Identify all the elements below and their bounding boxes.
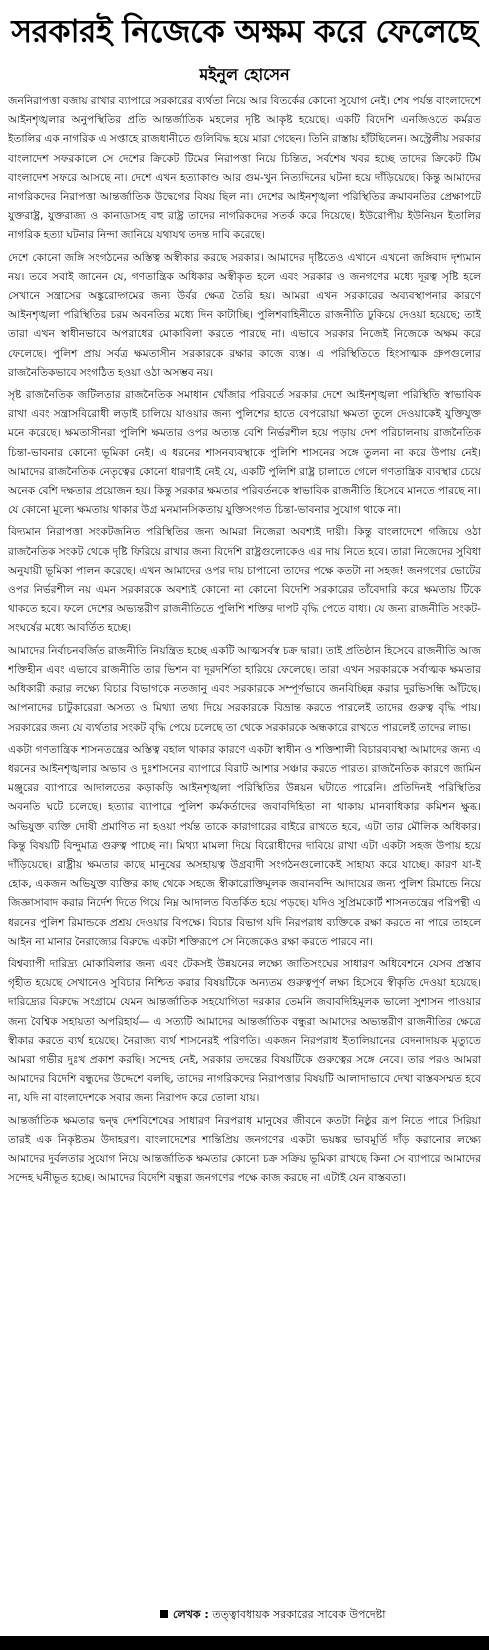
article-paragraph: বিশ্বব্যাপী দারিদ্র্য মোকাবিলার জন্য এবং টেকসই উন্নয়নের লক্ষ্যে জাতিসংঘের সাধারণ অধিবেশনে যেসব প্রস্তাব গৃহীত হয়েছে সেখানেও সুবিচার নিশ্চিত করার বিষয়টিকে অন্যতম গুরুত্বপূর্ণ লক্ষ্য হিসেবে স্বীকৃতি দেওয়া হয়েছে। দারিদ্র্যের বিরুদ্ধে সংগ্রামে যেমন আন্তর্জাতিক সহযোগিতা দরকার তেমনি জবাবদিহিমূলক ভালো সুশাসন পাওয়ার জন্য বৈশ্বিক সহায়তা অপরিহার্য— এ সত্যটি আমাদের আন্তর্জাতিক বন্ধুরা আমাদের অভ্যন্তরীণ রাজনীতির ক্ষেত্রে স্বীকার করতে ব্যর্থ হয়েছে। নৈরাজ্য ব্যর্থ শাসনেরই পরিণতি। একজন নিরপরাধ ইতালিয়ানের বেদনাদায়ক মৃত্যুতে আমরা গভীর দুঃখ প্রকাশ করছি। সন্দেহ নেই, সরকার তদন্তের বিষয়টিকে গুরুত্বের সঙ্গে নেবে। তার পরও আমরা আমাদের বিদেশি বন্ধুদের উদ্দেশে বলছি, তাদের নাগরিকদের নিরাপত্তার বিষয়টি আলাদাভাবে দেখা বাস্তবসম্মত হবে না, যদি না বাংলাদেশকে সবার জন্য নিরাপদ করে তোলা যায়। bbox=[8, 957, 481, 1105]
author-note-text: তত্ত্বাবধায়ক সরকারের সাবেক উপদেষ্টা bbox=[212, 1608, 386, 1621]
author-byline: মইনুল হোসেন bbox=[199, 65, 290, 84]
article-paragraph: সৃষ্ট রাজনৈতিক জটিলতার রাজনৈতিক সমাধান খোঁজার পরিবর্তে সরকার দেশে আইনশৃঙ্খলা পরিস্থিতি স্বাভাবিক রাখা এবং সন্ত্রাসবিরোধী লড়াই চালিয়ে যাওয়ার জন্য পুলিশের হাতে বেপরোয়া ক্ষমতা তুলে দেওয়াকেই যুক্তিযুক্ত মনে করেছে। ক্ষমতাসীনরা পুলিশি ক্ষমতার ওপর অত্যন্ত বেশি নির্ভরশীল হয়ে পড়ায় দেশ পরিচালনায় রাজনৈতিক চিন্তা-ভাবনার কোনো ভূমিকা নেই। এ ধরনের শাসনব্যবস্থাকে পুলিশি শাসনের সঙ্গে তুলনা না করে উপায় নেই। আমাদের রাজনৈতিক নেতৃত্বের কোনো ধারণাই নেই যে, একটি পুলিশি রাষ্ট্র চালাতে গেলে গণতান্ত্রিক ব্যবস্থার চেয়ে অনেক বেশি দক্ষতার প্রয়োজন হয়। কিন্তু সরকার ক্ষমতার পরিবর্তনকে স্বাভাবিক রাজনীতি হিসেবে মানতে পারছে না। যে কোনো মূল্যে ক্ষমতায় থাকার উগ্র মনমানসিকতায় যুক্তিসংগত চিন্তা-ভাবনার সুযোগ থাকে না। bbox=[8, 389, 481, 517]
headline: সরকারই নিজেকে অক্ষম করে ফেলেছে bbox=[11, 14, 478, 50]
author-note bbox=[160, 1606, 480, 1624]
article-paragraph: বিদ্যমান নিরাপত্তা সংকটজনিত পরিস্থিতির জন্য আমরা নিজেরা অবশ্যই দায়ী। কিন্তু বাংলাদেশে গজিয়ে ওঠা রাজনৈতিক সংকট থেকে দৃষ্টি ফিরিয়ে রাখার জন্য বিদেশি রাষ্ট্রগুলোকেও এর দায় নিতে হবে। তারা নিজেদের সুবিধা অনুযায়ী ভূমিকা পালন করেছে। এখন আমাদের ওপর দায় চাপানো তাদের পক্ষে কতটা না সহজ! জনগণের ভোটের ওপর নির্ভরশীল নয় এমন সরকারকে অবশ্যই কোনো না কোনো বিদেশি সরকারের তাঁবেদারি করে ক্ষমতায় টিকে থাকতে হবে। ফলে দেশের অভ্যন্তরীণ রাজনীতিতে পুলিশি শক্তির দাপট বৃদ্ধি পেতে বাধ্য। যে জন্য রাজনীতি সংকট-সংঘর্ষের মধ্যে আবর্তিত হচ্ছে। bbox=[8, 526, 481, 635]
article-paragraph: একটা গণতান্ত্রিক শাসনতন্ত্রের অস্তিত্ব বহাল থাকার কারণে একটা স্বাধীন ও শক্তিশালী বিচারব্যবস্থা আমাদের জন্য এ ধরনের আইনশৃঙ্খলার অভাব ও দুঃশাসনের ব্যাপারে বিরাট আশার সঞ্চার করতে পারত। রাজনৈতিক কারণে জামিন মঞ্জুরের ব্যাপারে আদালতের কড়াকড়ি আইনশৃঙ্খলা পরিস্থিতির উন্নয়ন ঘটাতে পারেনি। প্রতিদিনই পরিস্থিতির অবনতি ঘটে চলেছে। হত্যার ব্যাপারে পুলিশ কর্মকর্তাদের জবাবদিহিতা না থাকায় মানবাধিকার কমিশন ক্ষুব্ধ। অভিযুক্ত ব্যক্তি দোষী প্রমাণিত না হওয়া পর্যন্ত তাকে কারাগারের বাইরে রাখতে হবে, এটা তার মৌলিক অধিকার। কিন্তু বিষয়টি বিন্দুমাত্র গুরুত্ব পাচ্ছে না। মিথ্যা মামলা দিয়ে বিরোধীদের দাবিয়ে রাখা এটা একটা সহজ উপায় হয়ে দাঁড়িয়েছে। রাষ্ট্রীয় ক্ষমতার কাছে মানুষের অসহায়ত্ব উগ্রবাদী সংগঠনগুলোকেই সাহায্য করে যাচ্ছে। কারণ যা-ই হোক, একজন অভিযুক্ত ব্যক্তির কাছ থেকে সহজে স্বীকারোক্তিমূলক জবানবন্দি আদায়ের জন্য পুলিশ রিমান্ডে নিয়ে জিজ্ঞাসাবাদ করার নির্দেশ দিতে গিয়ে নিম্ন আদালত বিতর্কিত হয়ে পড়ছে। যদিও সুপ্রিমকোর্ট শাসনতন্ত্রের পরিপন্থী এ ধরনের পুলিশ রিমান্ডকে প্রশ্রয় দেওয়ার বিপক্ষে। বিচার বিভাগ যদি নিরপরাধ ব্যক্তিকে রক্ষা করতে না পারে তাহলে আইন না মানার নৈরাজ্যের বিরুদ্ধে একটা শক্তিরূপে সে নিজেকেও রক্ষা করতে পারবে না। bbox=[8, 743, 481, 948]
article-paragraph: আন্তর্জাতিক ক্ষমতার দ্বন্দ্ব দেশবিশেষের সাধারণ নিরপরাধ মানুষের জীবনে কতটা নিষ্ঠুর রূপ নিতে পারে সিরিয়া তারই এক নিকৃষ্টতম উদাহরণ। বাংলাদেশের শান্তিপ্রিয় জনগণের একটা ভয়ঙ্কর ভাবমূর্তি দাঁড় করানোর লক্ষ্যে আমাদের দুর্বলতার সুযোগ নিয়ে আন্তর্জাতিক ক্ষমতার কোনো চক্র সক্রিয় ভূমিকা রাখছে কিনা সে ব্যাপারে আমাদের সন্দেহ ঘনীভূত হচ্ছে। আমাদের বিদেশি বন্ধুরা জনগণের পক্ষে কাজ করছে না এটাই যেন বাস্তবতা। bbox=[8, 1114, 481, 1185]
square-bullet-icon bbox=[160, 1610, 168, 1618]
article-paragraph: আমাদের নির্বাচনবর্জিত রাজনীতি নিয়ন্ত্রিত হচ্ছে একটি আত্মসর্বস্ব চক্র দ্বারা। তাই প্রতিষ্ঠান হিসেবে রাজনীতি আজ শক্তিহীন এবং এভাবে রাজনীতি তার ভিশন বা দূরদর্শিতা হারিয়ে ফেলেছে। তারা এখন সরকারকে সর্বাত্মক ক্ষমতার অধিকারী করার লক্ষ্যে বিচার বিভাগকে নতজানু এবং সরকারকে সম্পূর্ণভাবে জনবিচ্ছিন্ন করার দুরভিসন্ধি আঁটছে। আপনাদের চাটুকারেরা অসত্য ও মিথ্যা তথ্য দিয়ে সরকারকে বিভ্রান্ত করতে পারলেই তাদের গুরুত্ব বৃদ্ধি পায়। সরকারের জন্য যে ব্যর্থতার সংকট বৃদ্ধি পেয়ে চলেছে তা থেকে সরকারকে অন্ধকারে রাখতে পারলেই তাদের লাভ। bbox=[8, 644, 481, 734]
article-paragraph: দেশে কোনো জঙ্গি সংগঠনের অস্তিত্ব অস্বীকার করছে সরকার। আমাদের দৃষ্টিতেও এখানে এখনো জঙ্গিবাদ দৃশ্যমান নয়। তবে সবাই জানেন যে, গণতান্ত্রিক অধিকার অস্বীকৃত হলে এবং সরকার ও জনগণের মধ্যে দূরত্ব সৃষ্টি হলে সেখানে সন্ত্রাসের অঙ্কুরোদ্গমের জন্য উর্বর ক্ষেত্র তৈরি হয়। আমরা এখন সরকারের অব্যবস্থাপনার কারণে আইনশৃঙ্খলা পরিস্থিতির চরম অবনতির মধ্যে দিন কাটাচ্ছি। পুলিশবাহিনীতে রাজনীতি ঢুকিয়ে দেওয়া হয়েছে; তাই তারা এখন স্বাধীনভাবে অপরাধের মোকাবিলা করতে পারছে না। এভাবে সরকার নিজেই নিজেকে অক্ষম করে ফেলেছে। পুলিশ প্রায় সর্বত্র ক্ষমতাসীন সরকারকে রক্ষার কাজে ব্যস্ত। এ পরিস্থিতিতে হিংসাত্মক গ্রুপগুলোর রাজনৈতিকভাবে সংগঠিত হওয়া ওঠা অসম্ভব নয়। bbox=[8, 251, 481, 379]
bottom-border bbox=[0, 1636, 489, 1650]
article-paragraph: জননিরাপত্তা বজায় রাখার ব্যাপারে সরকারের ব্যর্থতা নিয়ে আর বিতর্কের কোনো সুযোগ নেই। শেষ পর্যন্ত বাংলাদেশে আইনশৃঙ্খলার অনুপস্থিতির প্রতি আন্তর্জাতিক মহলের দৃষ্টি আকৃষ্ট হয়েছে। একটি বিদেশি এনজিওতে কর্মরত ইতালির এক নাগরিক এ সপ্তাহে রাজধানীতে গুলিবিদ্ধ হয়ে মারা গেছেন। তিনি রাস্তায় হাঁটছিলেন। অস্ট্রেলীয় সরকার বাংলাদেশ সফরকালে সে দেশের ক্রিকেট টিমের নিরাপত্তা নিয়ে চিন্তিত, সর্বশেষ খবর হচ্ছে তাদের ক্রিকেট টিম বাংলাদেশ সফরে আসছে না। দেশে এখন হত্যাকাণ্ড আর গুম-খুন নিত্যদিনের ঘটনা হয়ে দাঁড়িয়েছে। কিন্তু আমাদের নাগরিকদের নিরাপত্তা আন্তর্জাতিক উদ্বেগের বিষয় ছিল না। দেশের আইনশৃঙ্খলা পরিস্থিতির ক্রমাবনতির প্রেক্ষাপটে যুক্তরাষ্ট্র, যুক্তরাজ্য ও কানাডাসহ বহু রাষ্ট্র তাদের নাগরিকদের সতর্ক করে দিয়েছে। ইউরোপীয় ইউনিয়ন ইতালির নাগরিক হত্যা ঘটনার নিন্দা জানিয়ে যথাযথ তদন্ত দাবি করেছে। bbox=[8, 95, 481, 242]
author-note-label: লেখক : bbox=[173, 1608, 209, 1621]
article-body bbox=[8, 92, 481, 1600]
